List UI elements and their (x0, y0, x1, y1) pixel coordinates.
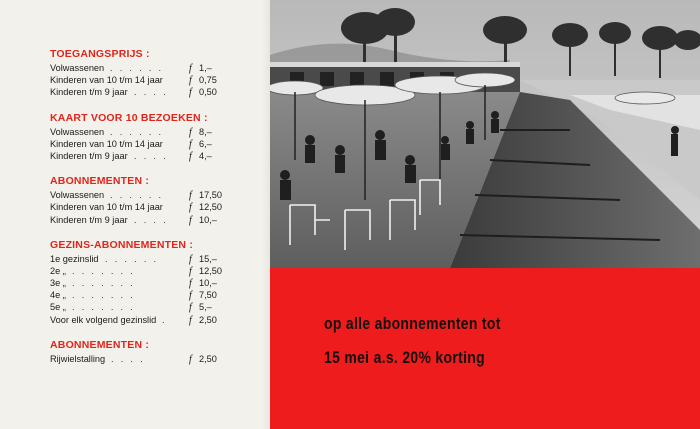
price-label: Kinderen van 10 t/m 14 jaar (50, 202, 163, 213)
currency-symbol: f (189, 290, 192, 302)
currency-symbol: f (189, 63, 192, 74)
price-label: Voor elk volgend gezinslid (50, 314, 157, 325)
price-label: 5e „ (50, 302, 66, 313)
currency-symbol: f (189, 214, 192, 226)
section-heading: ABONNEMENTEN : (50, 338, 150, 351)
price-amount: 12,50 (199, 202, 222, 213)
price-amount: 10,– (199, 278, 217, 289)
price-amount: 2,50 (199, 314, 217, 325)
leader-dots: . . . . . . . (72, 302, 136, 313)
leader-dots: . . . . (134, 150, 168, 161)
leader-dots: . . . . (134, 87, 168, 98)
price-section (50, 239, 250, 327)
leader-dots: . . . . . . . (72, 278, 136, 289)
price-row (50, 127, 250, 139)
price-label: Kinderen van 10 t/m 14 jaar (50, 75, 163, 86)
price-amount: 5,– (199, 302, 212, 313)
leader-dots: . . . . . . (110, 126, 164, 137)
discount-banner (270, 268, 700, 429)
price-row (50, 354, 250, 366)
price-label: Kinderen t/m 9 jaar (50, 150, 128, 161)
currency-symbol: f (189, 278, 192, 290)
price-label: 4e „ (50, 290, 66, 301)
banner-line-2: 15 mei a.s. 20% korting (324, 348, 485, 367)
currency-symbol: f (189, 202, 192, 214)
currency-symbol: f (189, 138, 192, 150)
price-list (50, 48, 250, 378)
price-label: 2e „ (50, 265, 66, 276)
leader-dots: . . . . . . . (72, 290, 136, 301)
leader-dots: . . . . . . (110, 190, 164, 201)
price-label: 1e gezinslid (50, 253, 99, 264)
currency-symbol: f (189, 353, 192, 365)
price-row (50, 139, 250, 151)
currency-symbol: f (189, 253, 192, 265)
price-amount: 1,– (199, 63, 212, 73)
price-section (50, 175, 250, 227)
leader-dots: . . . . (134, 214, 168, 225)
price-amount: 4,– (199, 150, 212, 161)
price-row (50, 190, 250, 202)
price-amount: 2,50 (199, 353, 217, 364)
price-row (50, 215, 250, 227)
price-amount: 12,50 (199, 265, 222, 276)
price-section (50, 48, 250, 100)
currency-symbol: f (189, 87, 192, 99)
leader-dots: . (162, 314, 167, 325)
leader-dots: . . . . . . (110, 63, 164, 73)
price-row (50, 75, 250, 87)
price-amount: 0,50 (199, 87, 217, 98)
price-amount: 10,– (199, 214, 217, 225)
price-label: Rijwielstalling (50, 353, 106, 364)
price-row (50, 290, 250, 302)
price-section (50, 112, 250, 164)
section-heading: KAART VOOR 10 BEZOEKEN : (50, 111, 208, 124)
leader-dots: . . . . (111, 353, 145, 364)
currency-symbol: f (189, 190, 192, 202)
price-section (50, 339, 250, 366)
price-row (50, 302, 250, 314)
section-heading: GEZINS-ABONNEMENTEN : (50, 238, 194, 251)
currency-symbol: f (189, 126, 192, 138)
price-amount: 15,– (199, 253, 217, 264)
price-label: Kinderen van 10 t/m 14 jaar (50, 138, 163, 149)
currency-symbol: f (189, 150, 192, 162)
price-row (50, 315, 250, 327)
price-amount: 7,50 (199, 290, 217, 301)
price-list-panel (0, 0, 270, 429)
leader-dots: . . . . . . . (72, 265, 136, 276)
price-label: Kinderen t/m 9 jaar (50, 87, 128, 98)
price-row (50, 151, 250, 163)
pool-terrace-photo (270, 0, 700, 268)
price-row (50, 202, 250, 214)
price-row (50, 63, 250, 75)
leader-dots: . . . . . . (105, 253, 159, 264)
section-heading: TOEGANGSPRIJS : (50, 48, 150, 60)
currency-symbol: f (189, 302, 192, 314)
price-amount: 0,75 (199, 75, 217, 86)
currency-symbol: f (189, 314, 192, 326)
currency-symbol: f (189, 265, 192, 277)
price-label: Volwassenen (50, 63, 105, 73)
price-label: Volwassenen (50, 190, 105, 201)
price-amount: 8,– (199, 126, 212, 137)
section-heading: ABONNEMENTEN : (50, 175, 150, 188)
price-label: Kinderen t/m 9 jaar (50, 214, 128, 225)
price-row (50, 254, 250, 266)
price-row (50, 278, 250, 290)
currency-symbol: f (189, 75, 192, 87)
price-amount: 6,– (199, 138, 212, 149)
price-label: Volwassenen (50, 126, 105, 137)
price-row (50, 266, 250, 278)
price-row (50, 87, 250, 99)
price-label: 3e „ (50, 278, 66, 289)
price-amount: 17,50 (199, 190, 222, 201)
banner-line-1: op alle abonnementen tot (324, 314, 501, 333)
